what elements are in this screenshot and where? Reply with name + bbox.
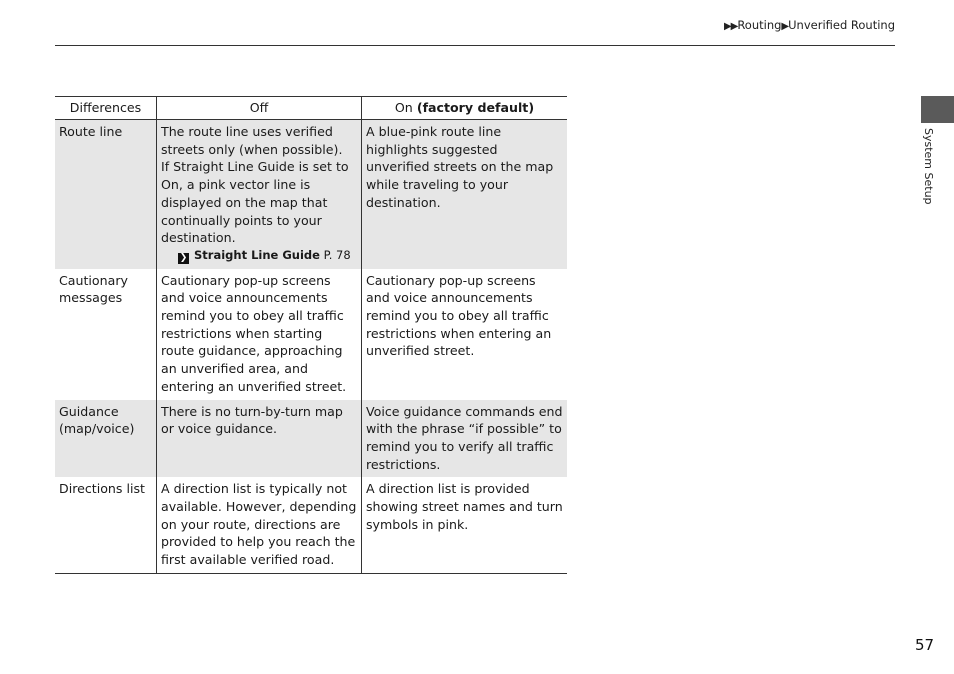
row-on-text: A blue-pink route line highlights suggested unverified streets on the map while traveling to your destination. [362,120,568,269]
row-off-text-continued: , a pink vector line is displayed on the map that continually points to your destination. [161,177,328,246]
table-row [55,477,567,573]
cross-reference-link[interactable] [178,247,357,265]
header-on-prefix: On [394,100,413,116]
reference-label: Straight Line Guide [194,247,320,262]
table-row [55,269,567,400]
header-differences: Differences [55,97,157,120]
row-off-text: A direction list is typically not available. However, depending on your route, directions are provided to help you reach the first available verified road. [157,477,362,573]
row-label: Cautionary messages [59,272,128,306]
triangle-icon: ▶ [781,21,789,32]
row-off-is-set-to: is set to [298,159,349,175]
page-number: 57 [915,636,935,654]
header-off: Off [157,97,362,120]
breadcrumb [724,18,895,32]
table-row [55,400,567,478]
section-tab-marker[interactable] [921,96,954,123]
row-on-text: A direction list is provided showing street names and turn symbols in pink. [362,477,568,573]
row-off-text: The route line uses verified streets only (when possible). [161,124,343,157]
row-off-text: There is no turn-by-turn map or voice guidance. [157,400,362,478]
setting-name: Straight Line Guide [173,159,295,175]
row-label: Guidance (map/voice) [55,400,157,478]
row-off-if: If [161,159,170,175]
header-divider [55,45,895,46]
reference-page: P. 78 [323,247,351,262]
row-off-cell [157,120,362,269]
row-label: Directions list [55,477,157,573]
header-on-suffix: (factory default) [416,100,535,116]
setting-value: On [161,177,179,193]
table-row [55,120,567,269]
breadcrumb-item-unverified-routing[interactable]: Unverified Routing [788,18,895,32]
row-label: Route line [55,120,157,269]
differences-table [55,96,567,574]
double-triangle-icon: ▶▶ [723,21,738,32]
reference-arrow-icon: ❯ [179,252,188,263]
row-on-text: Voice guidance commands end with the phrase “if possible” to remind you to verify all traffic restrictions. [362,400,568,478]
table-header-row [55,97,567,120]
row-off-text: Cautionary pop-up screens and voice announcements remind you to obey all traffic restrictions when starting route guidance, approaching an unverified area, and entering an unverified street. [157,269,362,400]
header-on [362,97,568,120]
row-on-text: Cautionary pop-up screens and voice announcements remind you to obey all traffic restrictions when entering an unverified street. [362,269,568,400]
section-label: System Setup [922,128,935,205]
breadcrumb-item-routing[interactable]: Routing [737,18,782,32]
